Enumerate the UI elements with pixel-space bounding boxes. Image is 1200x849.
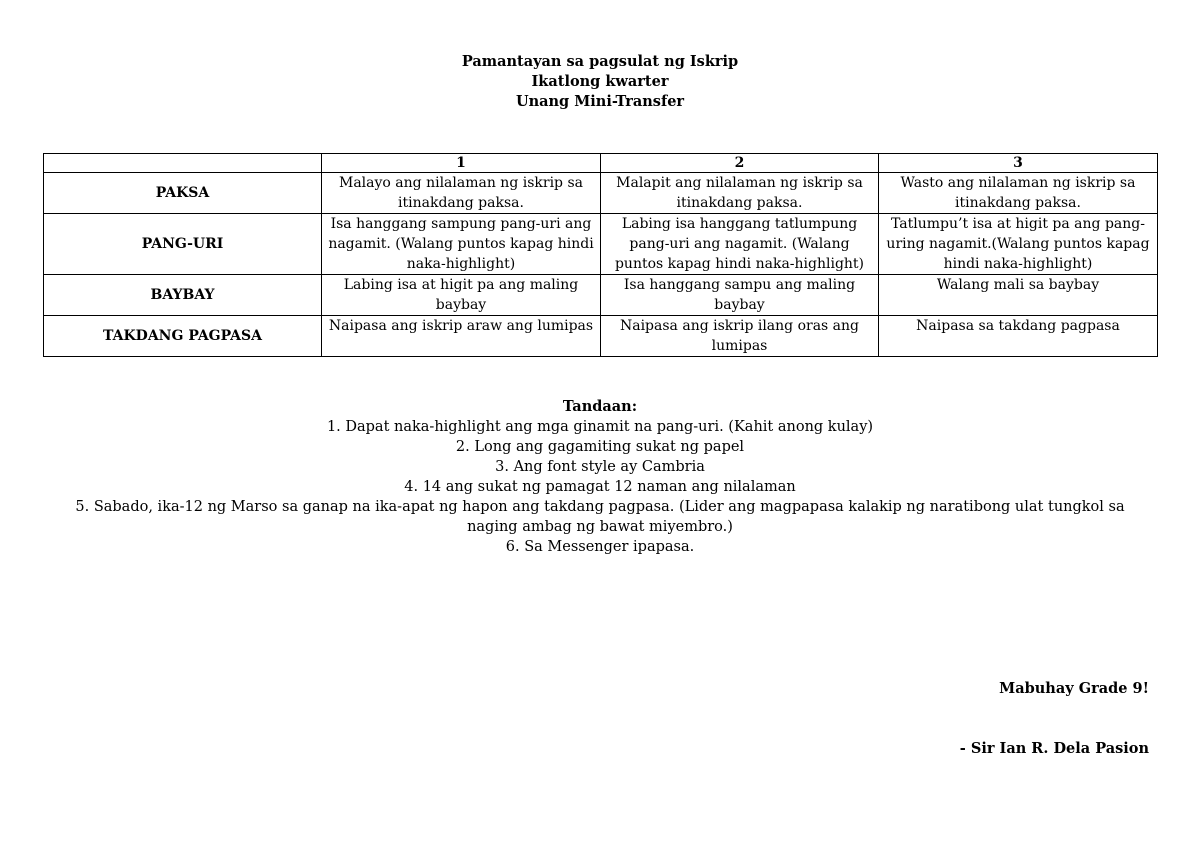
document-title: Pamantayan sa pagsulat ng Iskrip xyxy=(461,53,739,70)
rubric-cell: Labing isa at higit pa ang maling baybay xyxy=(322,275,601,316)
rubric-cell: Isa hanggang sampung pang-uri ang nagamit. (Walang puntos kapag hindi naka-highlight) xyxy=(322,214,601,275)
rubric-cell: Wasto ang nilalaman ng iskrip sa itinakdang paksa. xyxy=(879,173,1158,214)
closing-line: Mabuhay Grade 9! xyxy=(999,680,1149,697)
notes-section xyxy=(55,397,1145,557)
rubric-table xyxy=(43,153,1158,357)
rubric-row-paksa xyxy=(44,173,1158,214)
note-item: 2. Long ang gagamiting sukat ng papel xyxy=(455,439,745,455)
rubric-row-pang-uri xyxy=(44,214,1158,275)
rubric-cell: Naipasa sa takdang pagpasa xyxy=(879,316,1158,357)
criterion-label: PAKSA xyxy=(44,173,322,214)
rubric-header-blank xyxy=(44,154,322,173)
criterion-label: PANG-URI xyxy=(44,214,322,275)
title-block xyxy=(0,52,1200,112)
document-subtitle-quarter: Ikatlong kwarter xyxy=(531,73,669,90)
rubric-header-score-2: 2 xyxy=(601,154,879,173)
note-item: 6. Sa Messenger ipapasa. xyxy=(505,539,695,555)
note-item: 3. Ang font style ay Cambria xyxy=(495,459,705,475)
rubric-cell: Labing isa hanggang tatlumpung pang-uri ang nagamit. (Walang puntos kapag hindi naka-highlight) xyxy=(601,214,879,275)
rubric-header-row xyxy=(44,154,1158,173)
rubric-row-takdang-pagpasa xyxy=(44,316,1158,357)
rubric-cell: Isa hanggang sampu ang maling baybay xyxy=(601,275,879,316)
rubric-cell: Naipasa ang iskrip araw ang lumipas xyxy=(322,316,601,357)
document-subtitle-task: Unang Mini-Transfer xyxy=(515,93,685,110)
criterion-label: BAYBAY xyxy=(44,275,322,316)
criterion-label: TAKDANG PAGPASA xyxy=(44,316,322,357)
note-item: 5. Sabado, ika-12 ng Marso sa ganap na ika-apat ng hapon ang takdang pagpasa. (Lider ang magpapasa kalakip ng naratibong ulat tungkol sa naging ambag ng bawat miyembro.) xyxy=(75,499,1125,535)
rubric-cell: Walang mali sa baybay xyxy=(879,275,1158,316)
note-item: 1. Dapat naka-highlight ang mga ginamit na pang-uri. (Kahit anong kulay) xyxy=(326,419,874,435)
rubric-cell: Malayo ang nilalaman ng iskrip sa itinakdang paksa. xyxy=(322,173,601,214)
rubric-cell: Tatlumpu’t isa at higit pa ang pang-uring nagamit.(Walang puntos kapag hindi naka-highlight) xyxy=(879,214,1158,275)
signature-line: - Sir Ian R. Dela Pasion xyxy=(959,740,1149,757)
note-item: 4. 14 ang sukat ng pamagat 12 naman ang nilalaman xyxy=(404,479,796,495)
rubric-cell: Naipasa ang iskrip ilang oras ang lumipas xyxy=(601,316,879,357)
rubric-header-score-1: 1 xyxy=(322,154,601,173)
rubric-row-baybay xyxy=(44,275,1158,316)
rubric-cell: Malapit ang nilalaman ng iskrip sa itinakdang paksa. xyxy=(601,173,879,214)
notes-heading: Tandaan: xyxy=(562,398,638,415)
rubric-header-score-3: 3 xyxy=(879,154,1158,173)
